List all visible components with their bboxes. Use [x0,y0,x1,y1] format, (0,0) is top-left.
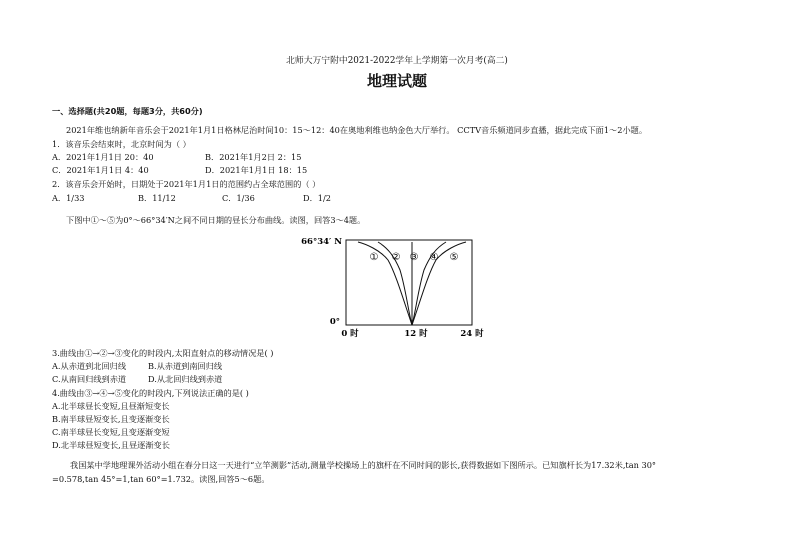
y-bottom-label: 0° [329,317,340,327]
q4-option-c: C.南半球昼长变短,且变逐渐变短 [52,427,170,437]
q3-option-b: B.从赤道到南回归线 [148,361,223,371]
q3-option-c: C.从南回归线到赤道 [52,374,127,384]
intro-figure: 下图中①～⑤为0°～66°34′N之间不同日期的昼长分布曲线。读图，回答3～4题。 [66,215,366,225]
q1-option-b: B．2021年1月2日 2：15 [205,152,302,162]
exam-header: 北师大万宁附中2021-2022学年上学期第一次月考(高二) [286,56,508,66]
q4-option-b: B.南半球昼短变长,且变逐渐变长 [52,414,170,424]
q2-option-b: B．11/12 [138,193,176,203]
x-label-12h: 12 时 [404,329,428,339]
q1-stem: 1．该音乐会结束时，北京时间为（ ） [52,139,191,149]
intro-flagpole-line1: 我国某中学地理课外活动小组在春分日这一天进行“立竿测影”活动,测量学校操场上的旗杆在不同时间的影长,获得数据如下图所示。已知旗杆长为17.32米,tan 30° [70,460,656,470]
q2-option-c: C．1/36 [222,193,255,203]
q1-option-c: C．2021年1月1日 4：40 [52,165,149,175]
q4-option-d: D.北半球昼短变长,且昼逐渐变长 [52,440,170,450]
q2-option-d: D．1/2 [303,193,331,203]
section-heading: 一、选择题(共20题，每题3分，共60分) [52,106,203,116]
q2-stem: 2．该音乐会开始时，日期处于2021年1月1日的范围约占全球范围的（ ） [52,179,321,189]
curve-label-5: ⑤ [449,252,459,263]
x-label-24h: 24 时 [460,329,484,339]
day-length-figure [300,230,500,342]
page-title: 地理试题 [366,72,427,90]
y-top-label: 66°34′ N [301,237,342,247]
q2-option-a: A．1/33 [52,193,85,203]
curve-label-4: ④ [429,252,439,263]
q4-stem: 4.曲线由③→④→⑤变化的时段内,下列说法正确的是( ) [52,388,249,398]
q1-option-a: A．2021年1月1日 20：40 [52,152,154,162]
q3-stem: 3.曲线由①→②→③变化的时段内,太阳直射点的移动情况是( ) [52,348,274,358]
q4-option-a: A.北半球昼长变短,且昼渐短变长 [52,401,170,411]
q3-option-d: D.从北回归线到赤道 [148,374,223,384]
q3-option-a: A.从赤道到北回归线 [52,361,127,371]
intro-flagpole-line2: =0.578,tan 45°=1,tan 60°=1.732。读图,回答5～6题。 [52,474,270,484]
x-label-0h: 0 时 [341,329,359,339]
intro-concert: 2021年维也纳新年音乐会于2021年1月1日格林尼治时间10：15～12：40在奥地利维也纳金色大厅举行。 CCTV音乐频道同步直播，据此完成下面1～2小题。 [66,125,648,135]
curve-label-2: ② [391,252,401,263]
q1-option-d: D．2021年1月1日 18：15 [205,165,308,175]
curve-label-1: ① [369,252,379,263]
curve-label-3: ③ [409,252,419,263]
